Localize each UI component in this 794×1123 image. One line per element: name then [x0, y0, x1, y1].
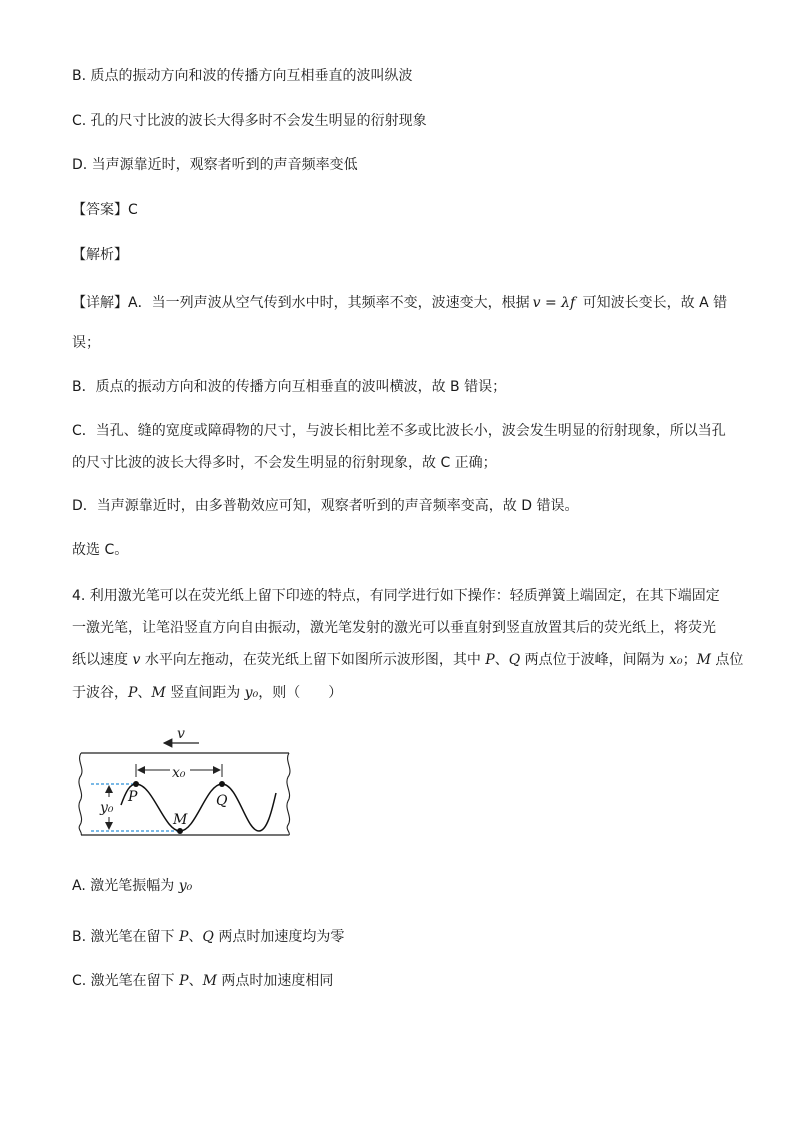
option-a-text: A. 激光笔振幅为: [72, 878, 179, 894]
q4-line-2: 一激光笔，让笔沿竖直方向自由振动，激光笔发射的激光可以垂直射到竖直放置其后的荧光纸上，将荧光: [72, 620, 716, 636]
waveform-curve: [121, 784, 276, 831]
option-b-text: B. 激光笔在留下: [72, 929, 179, 945]
y0-label: y₀: [100, 800, 114, 816]
var-y0: y₀: [244, 685, 259, 701]
q4-l3-e: ；: [682, 652, 697, 668]
var-q: Q: [508, 652, 521, 668]
paper-right-torn-edge: [287, 753, 290, 835]
q4-l3-b: 水平向左拖动，在荧光纸上留下如图所示波形图，其中: [140, 652, 486, 668]
point-q: [219, 781, 225, 787]
var-p: P: [178, 929, 189, 945]
option-a: [72, 876, 192, 896]
var-p: P: [179, 973, 189, 989]
detail-c1: C．当孔、缝的宽度或障碍物的尺寸，与波长相比差不多或比波长小，波会发生明显的衍射现象，所以当孔: [72, 423, 726, 439]
option-b-sep: 、: [188, 929, 203, 945]
q4-l3-a: 纸以速度: [72, 652, 133, 668]
q4-l3-c: 、: [494, 652, 509, 668]
option-b-prev: B. 质点的振动方向和波的传播方向互相垂直的波叫纵波: [72, 68, 413, 84]
q4-line-4: [72, 683, 342, 703]
q4-l3-f: 点位: [710, 652, 744, 668]
var-p: P: [128, 685, 138, 701]
paper-left-torn-edge: [79, 753, 82, 835]
var-x0: x₀: [669, 652, 683, 668]
q4-l3-d: 两点位于波峰，间隔为: [520, 652, 670, 668]
x0-label: x₀: [172, 765, 186, 781]
point-q-label: Q: [216, 793, 228, 809]
detail-tag: 【详解】: [72, 295, 128, 311]
q4-l4-d: ，则（ ）: [258, 685, 343, 701]
option-c-text: C. 激光笔在留下: [72, 973, 180, 989]
detail-conclusion: 故选 C。: [72, 542, 129, 558]
detail-d: D．当声源靠近时，由多普勒效应可知，观察者听到的声音频率变高，故 D 错误。: [72, 498, 579, 514]
point-p: [133, 781, 139, 787]
detail-a: [72, 293, 727, 313]
option-d-prev: D. 当声源靠近时，观察者听到的声音频率变低: [72, 157, 358, 173]
var-m: M: [151, 685, 166, 701]
option-c-prev: C. 孔的尺寸比波的波长大得多时不会发生明显的衍射现象: [72, 113, 427, 129]
waveform-figure: [76, 725, 296, 840]
q4-l4-b: 、: [137, 685, 152, 701]
answer-line: [72, 200, 138, 220]
point-p-label: P: [128, 789, 138, 805]
q4-line-3: [72, 650, 743, 670]
answer-value: C: [128, 202, 138, 218]
var-m: M: [696, 652, 711, 668]
option-c: [72, 971, 333, 991]
var-v: v: [132, 652, 141, 668]
var-y0: y₀: [178, 878, 193, 894]
q4-line-1: 4. 利用激光笔可以在荧光纸上留下印迹的特点，有同学进行如下操作：轻质弹簧上端固定，在其下端固定: [72, 588, 720, 604]
var-q: Q: [202, 929, 214, 945]
detail-a-cont: 误；: [72, 335, 100, 351]
detail-b: B．质点的振动方向和波的传播方向互相垂直的波叫横波，故 B 错误；: [72, 379, 507, 395]
wave-formula: v = λf: [532, 295, 576, 311]
option-b: [72, 927, 344, 947]
point-m-label: M: [173, 812, 188, 828]
detail-a-text: A．当一列声波从空气传到水中时，其频率不变，波速变大，根据: [128, 295, 530, 311]
q4-l4-a: 于波谷，: [72, 685, 128, 701]
velocity-label: v: [177, 726, 185, 742]
var-m: M: [202, 973, 217, 989]
detail-a-text-after: 可知波长变长，故 A 错: [578, 295, 728, 311]
option-c-sep: 、: [188, 973, 203, 989]
option-b-text-2: 两点时加速度均为零: [213, 929, 345, 945]
option-c-text-2: 两点时加速度相同: [216, 973, 334, 989]
var-p: P: [485, 652, 495, 668]
q4-l4-c: 竖直间距为: [165, 685, 245, 701]
point-m: [177, 828, 183, 834]
analysis-tag: 【解析】: [72, 247, 128, 263]
answer-tag: 【答案】: [72, 202, 128, 218]
detail-c2: 的尺寸比波的波长大得多时，不会发生明显的衍射现象，故 C 正确；: [72, 455, 497, 471]
